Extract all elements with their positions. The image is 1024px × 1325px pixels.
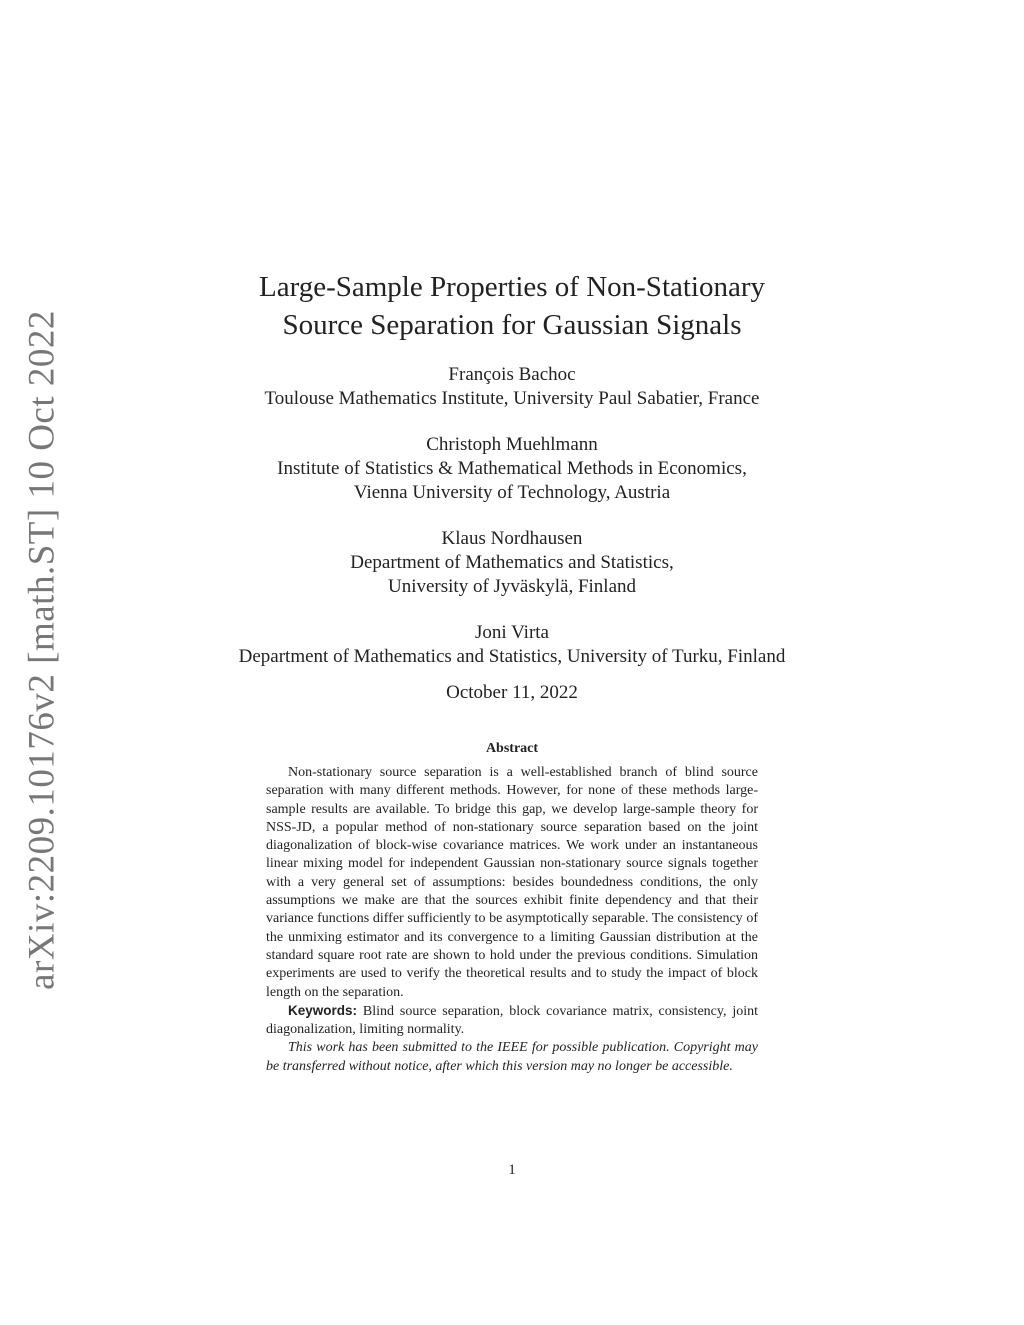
page-number: 1 (508, 1162, 516, 1178)
author-affiliation: Department of Mathematics and Statistics, University of Turku, Finland (238, 646, 786, 667)
author-name: Joni Virta (475, 622, 549, 643)
keywords-paragraph (266, 1002, 758, 1040)
paper-title (0, 268, 1024, 344)
title-line-2: Source Separation for Gaussian Signals (282, 309, 742, 341)
author-affiliation: Vienna University of Technology, Austria (353, 482, 671, 503)
arxiv-identifier-text: arXiv:2209.10176v2 [math.ST] 10 Oct 2022 (21, 310, 63, 990)
abstract-heading: Abstract (485, 741, 539, 756)
abstract-body: Non-stationary source separation is a well-established branch of blind source separation with many different methods. However, for none of these methods large-sample results are available. To bridge this gap, we develop large-sample theory for NSS-JD, a popular method of non-stationary source separation based on the joint diagonalization of block-wise covariance matrices. We work under an instantaneous linear mixing model for independent Gaussian non-stationary source signals together with a very general set of assumptions: besides boundedness conditions, the only assumptions we make are that the sources exhibit finite dependency and that their variance functions differ sufficiently to be asymptotically separable. The consistency of the unmixing estimator and its convergence to a limiting Gaussian distribution at the standard square root rate are shown to hold under the previous conditions. Simulation experiments are used to verify the theoretical results and to study the impact of block length on the separation. (266, 765, 758, 1000)
submission-notice: This work has been submitted to the IEEE for possible publication. Copyright may be transferred without notice, after which this version may no longer be accessible. (266, 1040, 758, 1074)
author-name: François Bachoc (448, 364, 576, 385)
keywords-text: Blind source separation, block covariance matrix, consistency, joint diagonalization, limiting normality. (266, 1003, 758, 1038)
abstract-section (266, 764, 758, 1076)
author-name: Klaus Nordhausen (441, 528, 583, 549)
author-block (0, 621, 1024, 669)
publication-date: October 11, 2022 (446, 682, 578, 703)
author-name: Christoph Muehlmann (426, 434, 598, 455)
author-block (0, 363, 1024, 411)
author-affiliation: University of Jyväskylä, Finland (387, 576, 637, 597)
title-line-1: Large-Sample Properties of Non-Stationary (258, 271, 766, 303)
author-list (0, 363, 1024, 691)
keywords-label: Keywords: (288, 1002, 358, 1018)
author-affiliation: Toulouse Mathematics Institute, University Paul Sabatier, France (264, 388, 760, 409)
author-affiliation: Department of Mathematics and Statistics, (350, 552, 674, 573)
author-affiliation: Institute of Statistics & Mathematical Methods in Economics, (277, 458, 747, 479)
author-block (0, 433, 1024, 505)
author-block (0, 527, 1024, 599)
